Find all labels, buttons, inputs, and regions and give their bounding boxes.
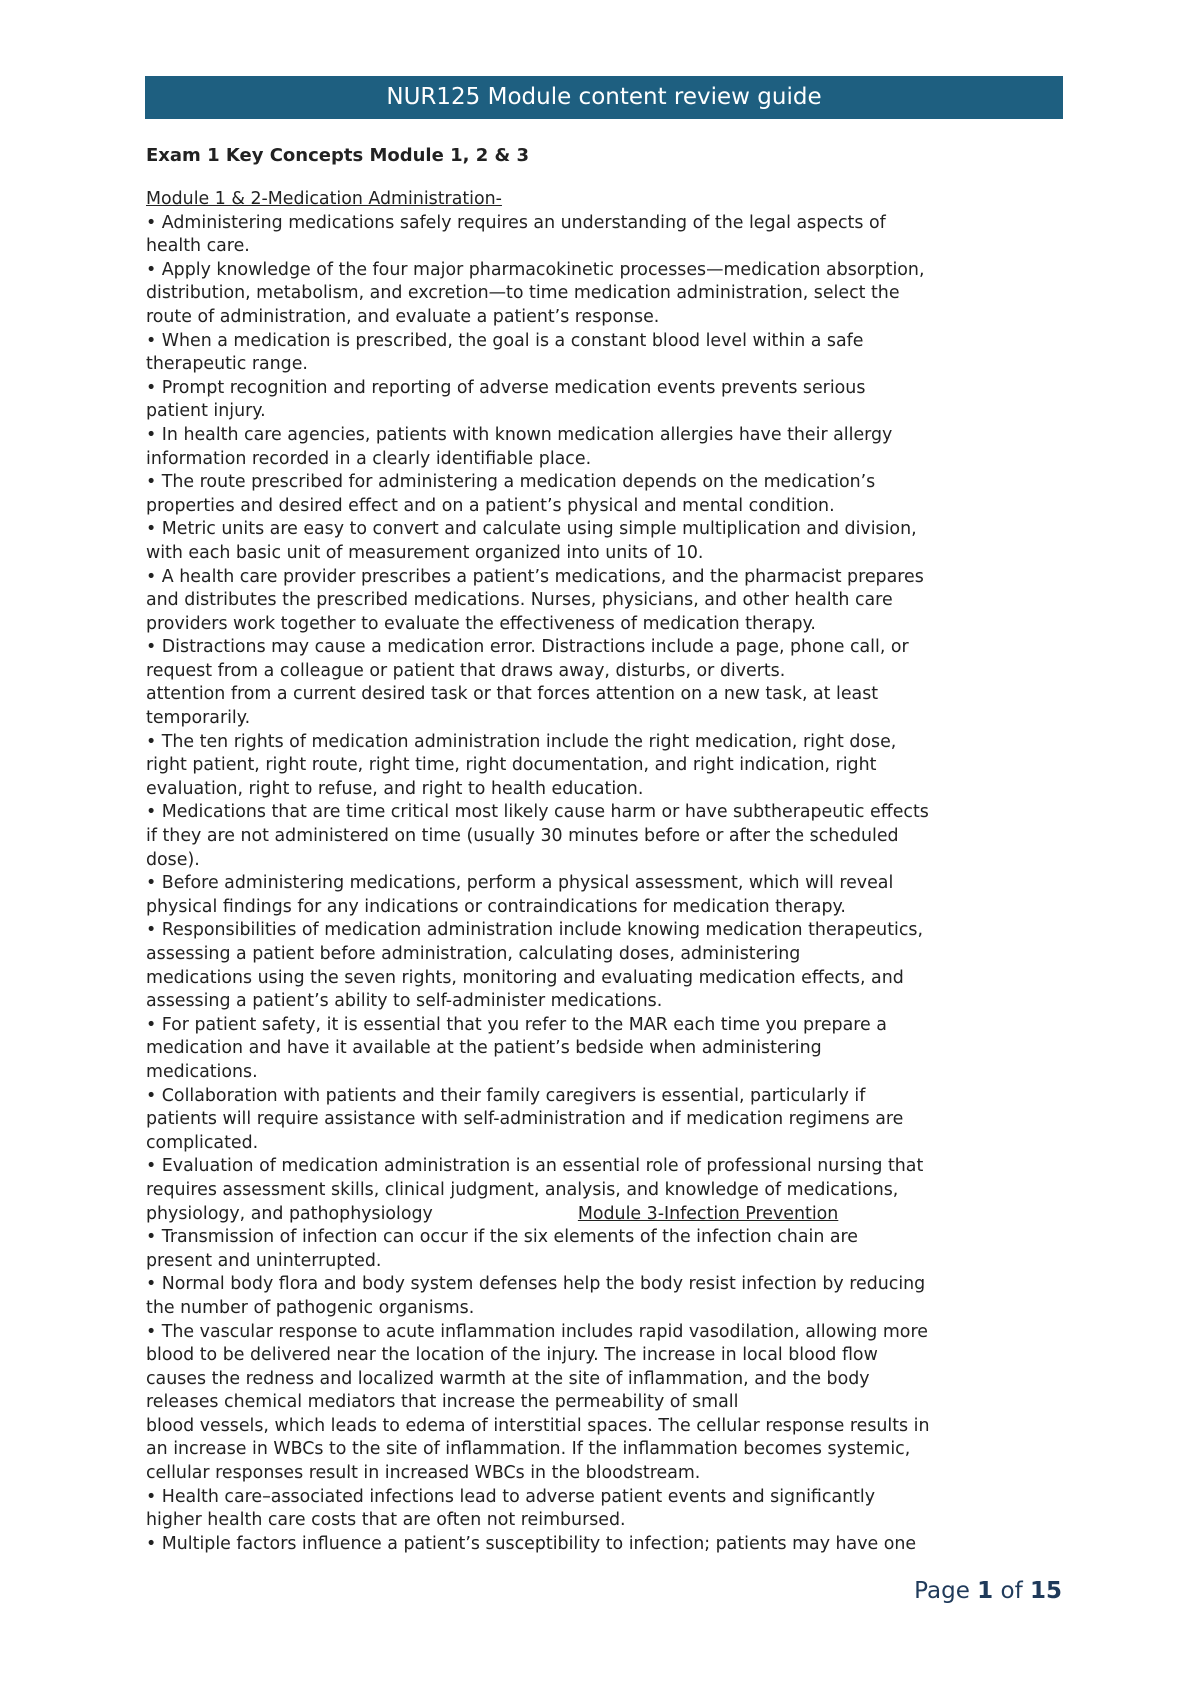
text-line: information recorded in a clearly identifiable place. <box>146 448 592 469</box>
text-line: • Distractions may cause a medication error. Distractions include a page, phone call, or <box>146 637 909 658</box>
text-line: physiology, and pathophysiology <box>146 1203 433 1224</box>
of-label: of <box>1000 1578 1023 1604</box>
text-line: blood to be delivered near the location of the injury. The increase in local blood flow <box>146 1345 878 1366</box>
text-line: with each basic unit of measurement organized into units of 10. <box>146 542 704 563</box>
text-line: medication and have it available at the patient’s bedside when administering <box>146 1038 822 1059</box>
text-line: therapeutic range. <box>146 354 308 375</box>
text-line: • Before administering medications, perform a physical assessment, which will reveal <box>146 873 894 894</box>
text-line: • Administering medications safely requires an understanding of the legal aspects of <box>146 212 886 233</box>
text-line: providers work together to evaluate the effectiveness of medication therapy. <box>146 613 816 634</box>
section-transition-line <box>146 1203 1068 1227</box>
text-line: • The ten rights of medication administration include the right medication, right dose, <box>146 731 897 752</box>
text-line: patients will require assistance with self-administration and if medication regimens are <box>146 1109 904 1130</box>
text-line: evaluation, right to refuse, and right to health education. <box>146 778 644 799</box>
text-line: medications. <box>146 1061 258 1082</box>
text-line: releases chemical mediators that increase the permeability of small <box>146 1392 739 1413</box>
section-heading-medication: Module 1 & 2-Medication Administration- <box>146 189 502 209</box>
current-page: 1 <box>977 1578 994 1604</box>
text-line: • Collaboration with patients and their family caregivers is essential, particularly if <box>146 1085 866 1106</box>
text-line: right patient, right route, right time, right documentation, and right indication, right <box>146 755 877 776</box>
text-line: attention from a current desired task or that forces attention on a new task, at least <box>146 684 879 705</box>
text-line: higher health care costs that are often not reimbursed. <box>146 1510 626 1531</box>
section-heading-infection: Module 3-Infection Prevention <box>577 1203 839 1224</box>
text-line: assessing a patient before administration, calculating doses, administering <box>146 944 801 964</box>
text-line: dose). <box>146 849 200 870</box>
text-line: properties and desired effect and on a patient’s physical and mental condition. <box>146 495 835 516</box>
text-line: temporarily. <box>146 708 251 729</box>
text-line: physical findings for any indications or contraindications for medication therapy. <box>146 896 846 917</box>
page-number <box>914 1578 1062 1604</box>
text-line: patient injury. <box>146 401 266 422</box>
text-line: • The route prescribed for administering a medication depends on the medication’s <box>146 472 876 493</box>
text-line: route of administration, and evaluate a patient’s response. <box>146 306 660 327</box>
text-line: complicated. <box>146 1132 259 1153</box>
text-line: • In health care agencies, patients with known medication allergies have their allergy <box>146 424 893 445</box>
text-line: blood vessels, which leads to edema of interstitial spaces. The cellular response results in <box>146 1415 930 1436</box>
text-line: • Responsibilities of medication administration include knowing medication therapeutics, <box>146 920 924 941</box>
page-label: Page <box>914 1578 970 1604</box>
text-line: • Evaluation of medication administration is an essential role of professional nursing that <box>146 1156 924 1177</box>
total-pages: 15 <box>1029 1578 1062 1604</box>
exam-title: Exam 1 Key Concepts Module 1, 2 & 3 <box>146 145 529 166</box>
text-line: • Medications that are time critical most likely cause harm or have subtherapeutic effects <box>146 802 929 823</box>
text-line: health care. <box>146 236 250 257</box>
text-line: • Prompt recognition and reporting of adverse medication events prevents serious <box>146 377 866 398</box>
text-line: causes the redness and localized warmth at the site of inflammation, and the body <box>146 1368 870 1389</box>
text-line: • A health care provider prescribes a patient’s medications, and the pharmacist prepares <box>146 566 924 587</box>
text-line: • Apply knowledge of the four major pharmacokinetic processes—medication absorption, <box>146 259 925 280</box>
text-line: and distributes the prescribed medications. Nurses, physicians, and other health care <box>146 590 893 611</box>
document-title: NUR125 Module content review guide <box>386 84 822 110</box>
section-infection-lines <box>146 1226 1068 1556</box>
text-line: present and uninterrupted. <box>146 1250 382 1271</box>
text-line: • Transmission of infection can occur if the six elements of the infection chain are <box>146 1227 858 1248</box>
text-line: cellular responses result in increased WBCs in the bloodstream. <box>146 1463 701 1484</box>
text-line: • The vascular response to acute inflammation includes rapid vasodilation, allowing more <box>146 1321 928 1342</box>
text-line: the number of pathogenic organisms. <box>146 1297 475 1318</box>
text-line: assessing a patient’s ability to self-administer medications. <box>146 991 663 1012</box>
text-line: medications using the seven rights, monitoring and evaluating medication effects, and <box>146 967 904 988</box>
text-line: • Multiple factors influence a patient’s susceptibility to infection; patients may have one <box>146 1533 917 1554</box>
document-body <box>146 144 1068 1556</box>
text-line: • For patient safety, it is essential that you refer to the MAR each time you prepare a <box>146 1014 887 1035</box>
text-line: request from a colleague or patient that draws away, disturbs, or diverts. <box>146 660 786 681</box>
text-line: • Health care–associated infections lead to adverse patient events and significantly <box>146 1486 876 1507</box>
section-medication-lines <box>146 212 1068 1203</box>
text-line: requires assessment skills, clinical judgment, analysis, and knowledge of medications, <box>146 1179 899 1200</box>
text-line: if they are not administered on time (usually 30 minutes before or after the scheduled <box>146 826 899 847</box>
text-line: • When a medication is prescribed, the goal is a constant blood level within a safe <box>146 330 864 351</box>
document-header-bar <box>145 76 1063 119</box>
text-line: • Normal body flora and body system defenses help the body resist infection by reducing <box>146 1274 926 1295</box>
text-line: distribution, metabolism, and excretion—to time medication administration, select the <box>146 283 900 304</box>
text-line: an increase in WBCs to the site of inflammation. If the inflammation becomes systemic, <box>146 1439 911 1460</box>
text-line: • Metric units are easy to convert and calculate using simple multiplication and division, <box>146 519 917 540</box>
